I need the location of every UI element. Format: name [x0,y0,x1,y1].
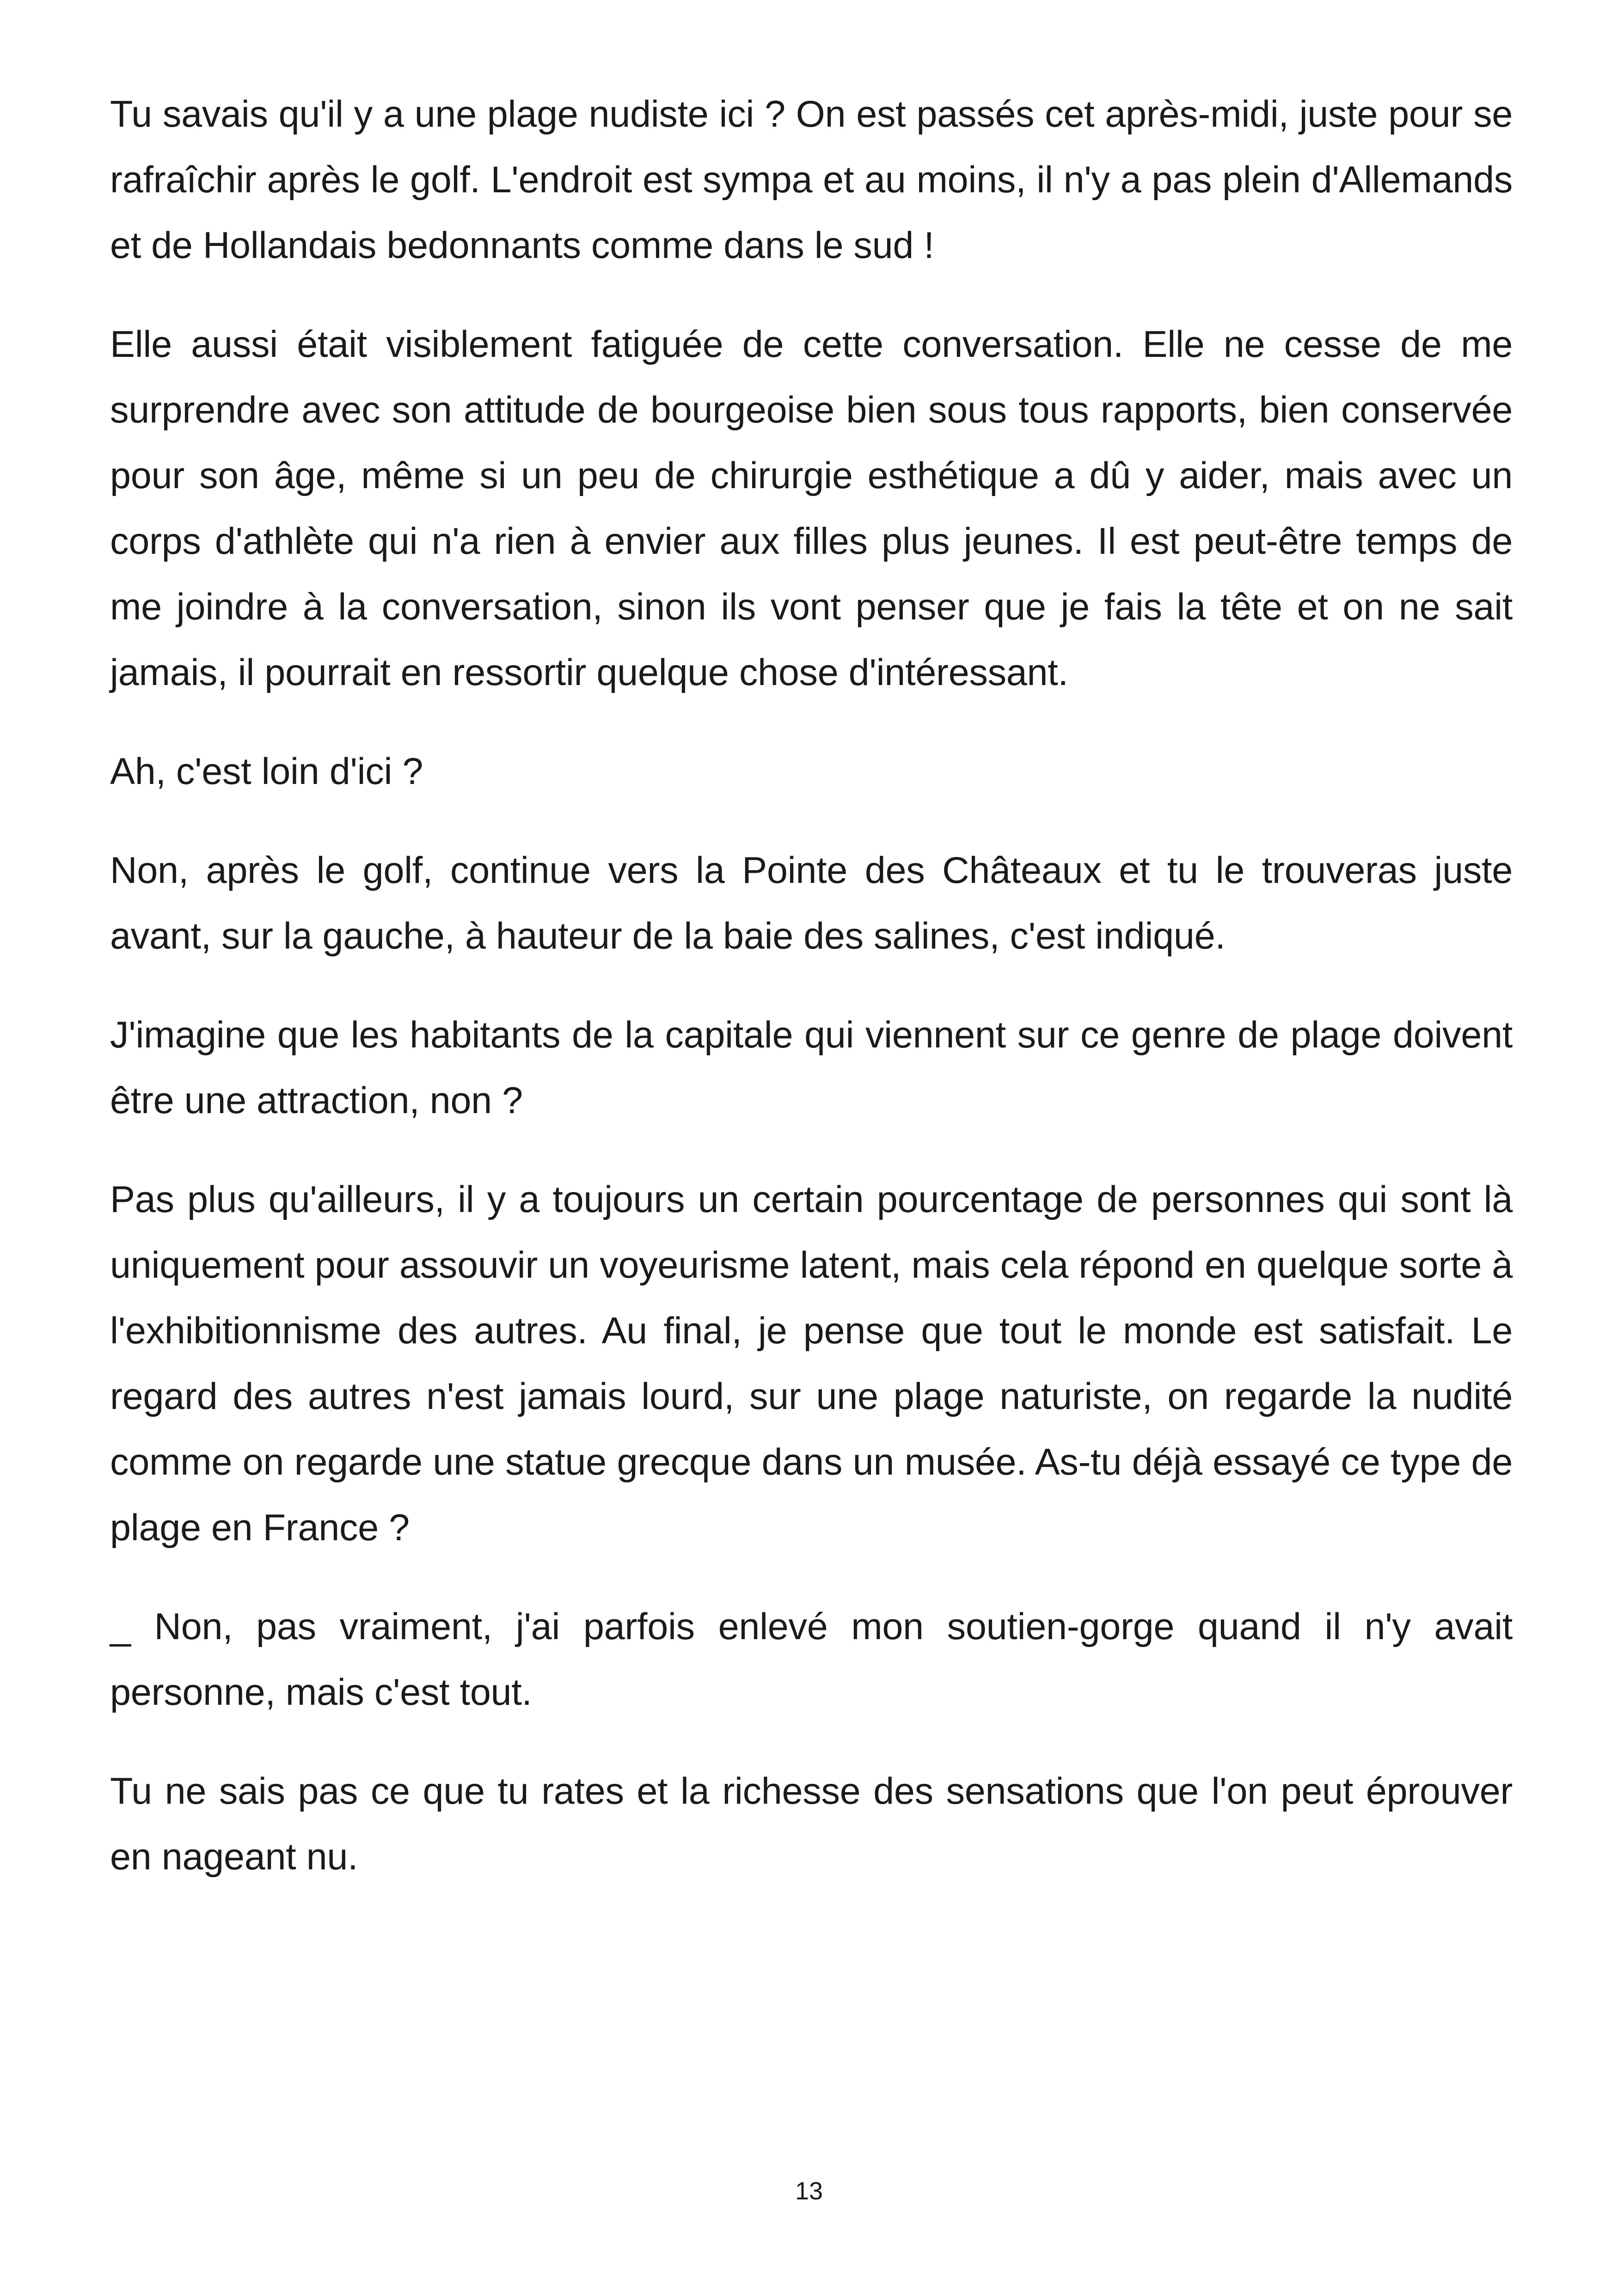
paragraph-8: Tu ne sais pas ce que tu rates et la richesse des sensations que l'on peut éprouver en nageant nu. [110,1770,1513,1878]
paragraph-1: Tu savais qu'il y a une plage nudiste ici ? On est passés cet après-midi, juste pour se rafraîchir après le golf. L'endroit est sympa et au moins, il n'y a pas plein d'Allemands et de Hollandais bedonnants comme dans le sud ! [110,93,1513,266]
page-number: 13 [795,2177,823,2205]
paragraph-4: Non, après le golf, continue vers la Pointe des Châteaux et tu le trouveras juste avant, sur la gauche, à hauteur de la baie des salines, c'est indiqué. [110,850,1513,957]
paragraph-7: _ Non, pas vraiment, j'ai parfois enlevé mon soutien-gorge quand il n'y avait personne, mais c'est tout. [110,1606,1513,1713]
paragraph-5: J'imagine que les habitants de la capitale qui viennent sur ce genre de plage doivent être une attraction, non ? [110,1014,1513,1121]
paragraph-6: Pas plus qu'ailleurs, il y a toujours un certain pourcentage de personnes qui sont là uniquement pour assouvir un voyeurisme latent, mais cela répond en quelque sorte à l'exhibitionnisme des autres. Au final, je pense que tout le monde est satisfait. Le regard des autres n'est jamais lourd, sur une plage naturiste, on regarde la nudité comme on regarde une statue grecque dans un musée. As-tu déjà essayé ce type de plage en France ? [110,1179,1513,1549]
paragraph-3: Ah, c'est loin d'ici ? [110,751,423,792]
paragraph-2: Elle aussi était visiblement fatiguée de cette conversation. Elle ne cesse de me surprendre avec son attitude de bourgeoise bien sous tous rapports, bien conservée pour son âge, même si un peu de chirurgie esthétique a dû y aider, mais avec un corps d'athlète qui n'a rien à envier aux filles plus jeunes. Il est peut-être temps de me joindre à la conversation, sinon ils vont penser que je fais la tête et on ne sait jamais, il pourrait en ressortir quelque chose d'intéressant. [110,324,1513,693]
body-text [110,81,1513,1923]
